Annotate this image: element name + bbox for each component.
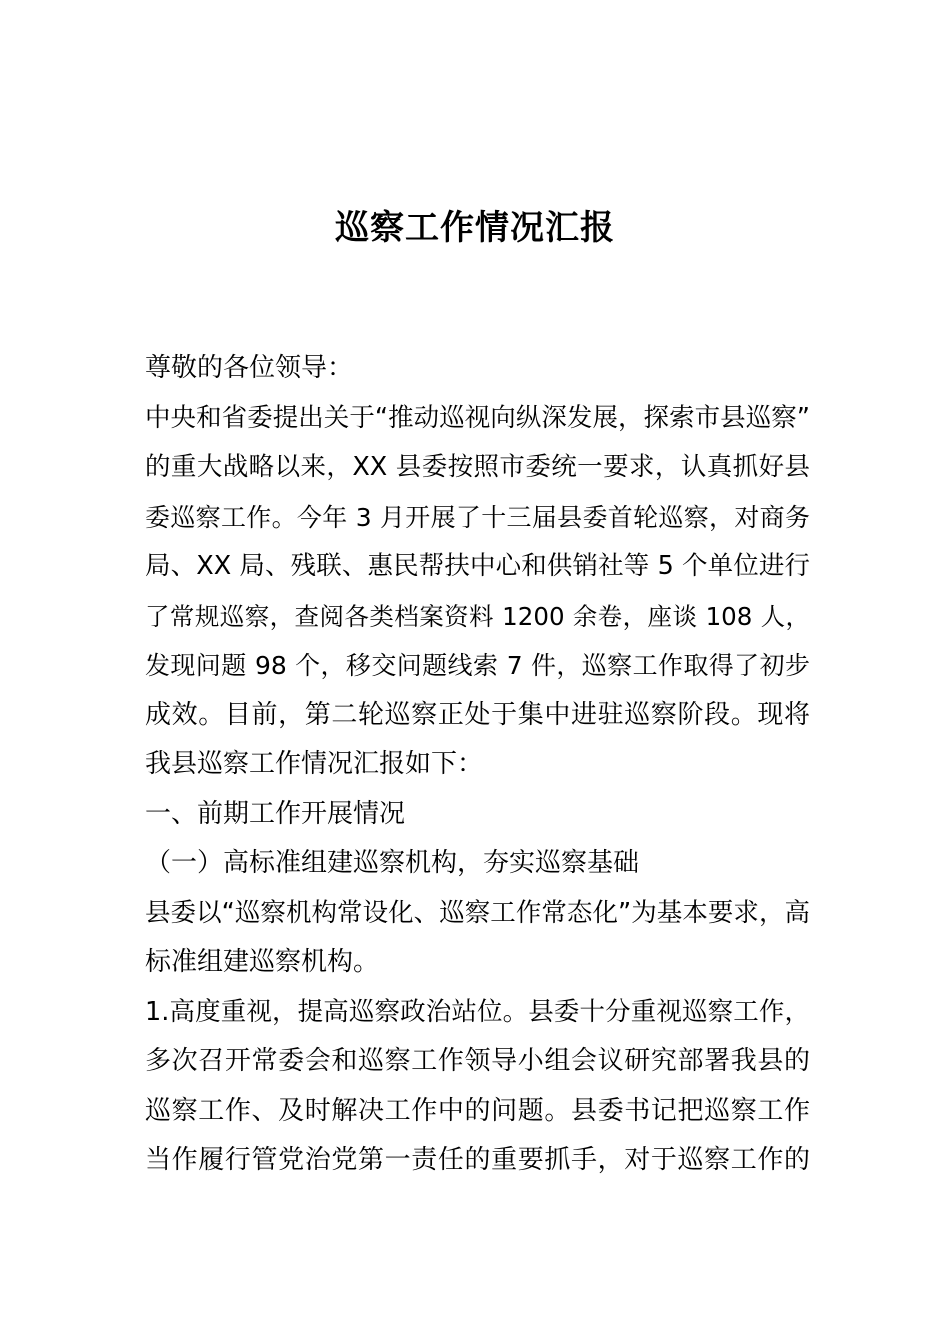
body-line: 的重大战略以来，XX 县委按照市委统一要求，认真抓好县 bbox=[145, 452, 810, 482]
body-line: 委巡察工作。今年 3 月开展了十三届县委首轮巡察，对商务 bbox=[145, 502, 810, 532]
body-line: 多次召开常委会和巡察工作领导小组会议研究部署我县的 bbox=[145, 1046, 810, 1076]
document-title: 巡察工作情况汇报 bbox=[335, 208, 615, 248]
body-line: 县委以“巡察机构常设化、巡察工作常态化”为基本要求，高 bbox=[145, 897, 810, 928]
body-line: 发现问题 98 个，移交问题线索 7 件，巡察工作取得了初步 bbox=[145, 651, 810, 680]
body-line: 中央和省委提出关于“推动巡视向纵深发展，探索市县巡察” bbox=[145, 402, 810, 433]
body-line: 我县巡察工作情况汇报如下： bbox=[145, 749, 484, 779]
body-line: 1.高度重视，提高巡察政治站位。县委十分重视巡察工作， bbox=[145, 996, 810, 1027]
body-line: 当作履行管党治党第一责任的重要抓手，对于巡察工作的 bbox=[145, 1145, 810, 1175]
body-line: 巡察工作、及时解决工作中的问题。县委书记把巡察工作 bbox=[145, 1095, 810, 1126]
body-line: 尊敬的各位领导： bbox=[145, 353, 354, 383]
section-heading: 一、前期工作开展情况 bbox=[145, 798, 406, 829]
body-line: 标准组建巡察机构。 bbox=[145, 947, 380, 977]
body-line: 局、XX 局、残联、惠民帮扶中心和供销社等 5 个单位进行 bbox=[145, 551, 810, 581]
document-body bbox=[145, 344, 810, 1186]
body-line: 成效。目前，第二轮巡察正处于集中进驻巡察阶段。现将 bbox=[145, 699, 810, 730]
body-line: 了常规巡察，查阅各类档案资料 1200 余卷，座谈 108 人， bbox=[145, 601, 810, 631]
subsection-heading: （一）高标准组建巡察机构，夯实巡察基础 bbox=[145, 848, 640, 878]
